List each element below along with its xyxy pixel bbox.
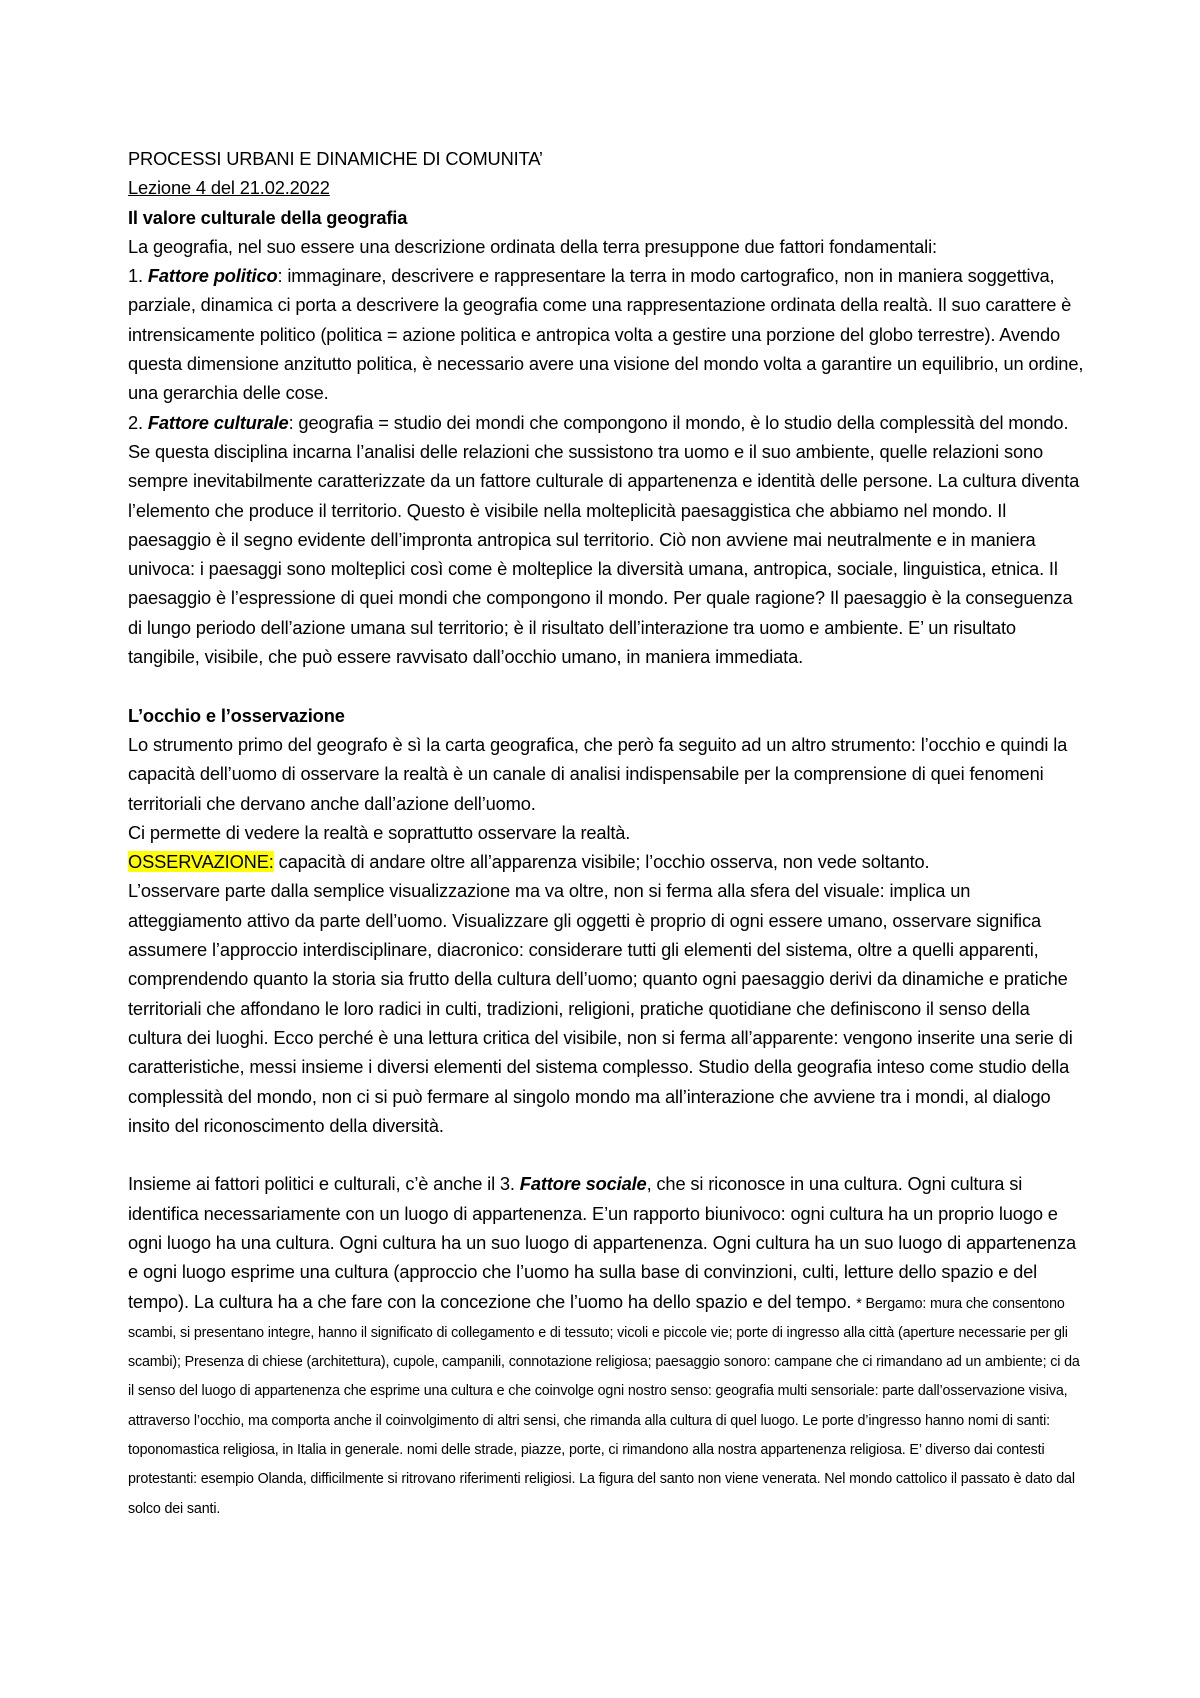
observation-label: OSSERVAZIONE: (128, 851, 274, 873)
factor-social-label: Fattore sociale (519, 1173, 647, 1195)
observation-definition-text: capacità di andare oltre all’apparenza visibile; l’occhio osserva, non vede soltanto. (273, 851, 930, 873)
factor-social-intro: Insieme ai fattori politici e culturali, c’è anche il 3. (128, 1173, 520, 1195)
factor-political-label: Fattore politico (147, 265, 278, 287)
factor-cultural-label: Fattore culturale (147, 411, 289, 433)
course-title: PROCESSI URBANI E DINAMICHE DI COMUNITA’ (128, 148, 543, 169)
document-body (128, 144, 1088, 1521)
lesson-date: Lezione 4 del 21.02.2022 (128, 177, 330, 199)
eye-line: Ci permette di vedere la realtà e soprattutto osservare la realtà. (128, 821, 631, 843)
eye-paragraph: Lo strumento primo del geografo è sì la carta geografica, che però fa seguito ad un altro strumento: l’occhio e quindi la capacità dell’uomo di osservare la realtà è un canale di analisi indispensabile per la comprensione di quei fenomeni territoriali che dervano anche dall’azione dell’uomo. (128, 733, 1068, 814)
factor-social-paragraph (128, 1169, 1088, 1521)
paragraph-spacer (128, 671, 1088, 700)
factor-social-text: , che si riconosce in una cultura. Ogni cultura si identifica necessariamente con un luogo di appartenenza. E’un rapporto biunivoco: ogni cultura ha un proprio luogo e ogni luogo ha una cultura. Ogni cultura ha un suo luogo di appartenenza. Ogni cultura ha un suo luogo di appartenenza e ogni luogo esprime una cultura (approccio che l’uomo ha sulla base di convinzioni, culti, letture dello spazio e del tempo). La cultura ha a che fare con la concezione che l’uomo ha dello spazio e del tempo. (128, 1173, 1076, 1312)
observation-paragraph: L’osservare parte dalla semplice visualizzazione ma va oltre, non si ferma alla sfera del visuale: implica un atteggiamento attivo da parte dell’uomo. Visualizzare gli oggetti è proprio di ogni essere umano, osservare significa assumere l’approccio interdisciplinare, diacronico: considerare tutti gli elementi del sistema, oltre a quelli apparenti, comprendendo quanto la storia sia frutto della cultura dell’uomo; quanto ogni paesaggio derivi da dinamiche e pratiche territoriali che affondano le loro radici in culti, tradizioni, religioni, pratiche quotidiane che definiscono il senso della cultura dei luoghi. Ecco perché è una lettura critica del visibile, non si ferma all’apparente: vengono inserite una serie di caratteristiche, messi insieme i diversi elementi del sistema complesso. Studio della geografia inteso come studio della complessità del mondo, non ci si può fermare al singolo mondo ma all’interazione che avviene tra i mondi, al dialogo insito del riconoscimento della diversità. (128, 880, 1073, 1136)
factor-political-paragraph (128, 261, 1088, 407)
observation-definition (128, 847, 1088, 876)
intro-paragraph: La geografia, nel suo essere una descrizione ordinata della terra presuppone due fattori fondamentali: (128, 235, 937, 257)
bergamo-note: * Bergamo: mura che consentono scambi, si presentano integre, hanno il significato di collegamento e di tessuto; vicoli e piccole vie; porte di ingresso alla città (aperture necessarie per gli scambi); Presenza di chiese (architettura), cupole, campanili, connotazione religiosa; paesaggio sonoro: campane che ci rimandano ad un ambiente; ci da il senso del luogo di appartenenza che esprime una cultura e che coinvolge ogni nostro senso: geografia multi sensoriale: parte dall’osservazione visiva, attraverso l’occhio, ma comporta anche il coinvolgimento di altri sensi, che rimanda alla cultura di quel luogo. Le porte d’ingresso hanno nomi di santi: toponomastica religiosa, in Italia in generale. nomi delle strade, piazze, porte, ci rimandono alla nostra appartenenza religiosa. E’ diverso dai contesti protestanti: esempio Olanda, difficilmente si ritrovano riferimenti religiosi. La figura del santo non viene venerata. Nel mondo cattolico il passato è dato dal solco dei santi. (128, 1295, 1080, 1517)
factor-cultural-paragraph (128, 408, 1088, 672)
factor-number: 2. (128, 411, 148, 433)
factor-political-text: : immaginare, descrivere e rappresentare la terra in modo cartografico, non in maniera soggettiva, parziale, dinamica ci porta a descrivere la geografia come una rappresentazione ordinata della realtà. Il suo carattere è intrensicamente politico (politica = azione politica e antropica volta a gestire una porzione del globo terrestre). Avendo questa dimensione anzitutto politica, è necessario avere una visione del mondo volta a garantire un equilibrio, un ordine, una gerarchia delle cose. (128, 265, 1084, 404)
factor-number: 1. (128, 265, 148, 287)
section-heading-geography: Il valore culturale della geografia (128, 206, 408, 228)
paragraph-spacer (128, 1140, 1088, 1169)
factor-cultural-text: : geografia = studio dei mondi che compongono il mondo, è lo studio della complessità del mondo. Se questa disciplina incarna l’analisi delle relazioni che sussistono tra uomo e il suo ambiente, quelle relazioni sono sempre inevitabilmente caratterizzate da un fattore culturale di appartenenza e identità delle persone. La cultura diventa l’elemento che produce il territorio. Questo è visibile nella molteplicità paesaggistica che abbiamo nel mondo. Il paesaggio è il segno evidente dell’impronta antropica sul territorio. Ciò non avviene mai neutralmente e in maniera univoca: i paesaggi sono molteplici così come è molteplice la diversità umana, antropica, sociale, linguistica, etnica. Il paesaggio è l’espressione di quei mondi che compongono il mondo. Per quale ragione? Il paesaggio è la conseguenza di lungo periodo dell’azione umana sul territorio; è il risultato dell’interazione tra uomo e ambiente. E’ un risultato tangibile, visibile, che può essere ravvisato dall’occhio umano, in maniera immediata. (128, 411, 1080, 668)
section-heading-eye: L’occhio e l’osservazione (128, 704, 345, 726)
